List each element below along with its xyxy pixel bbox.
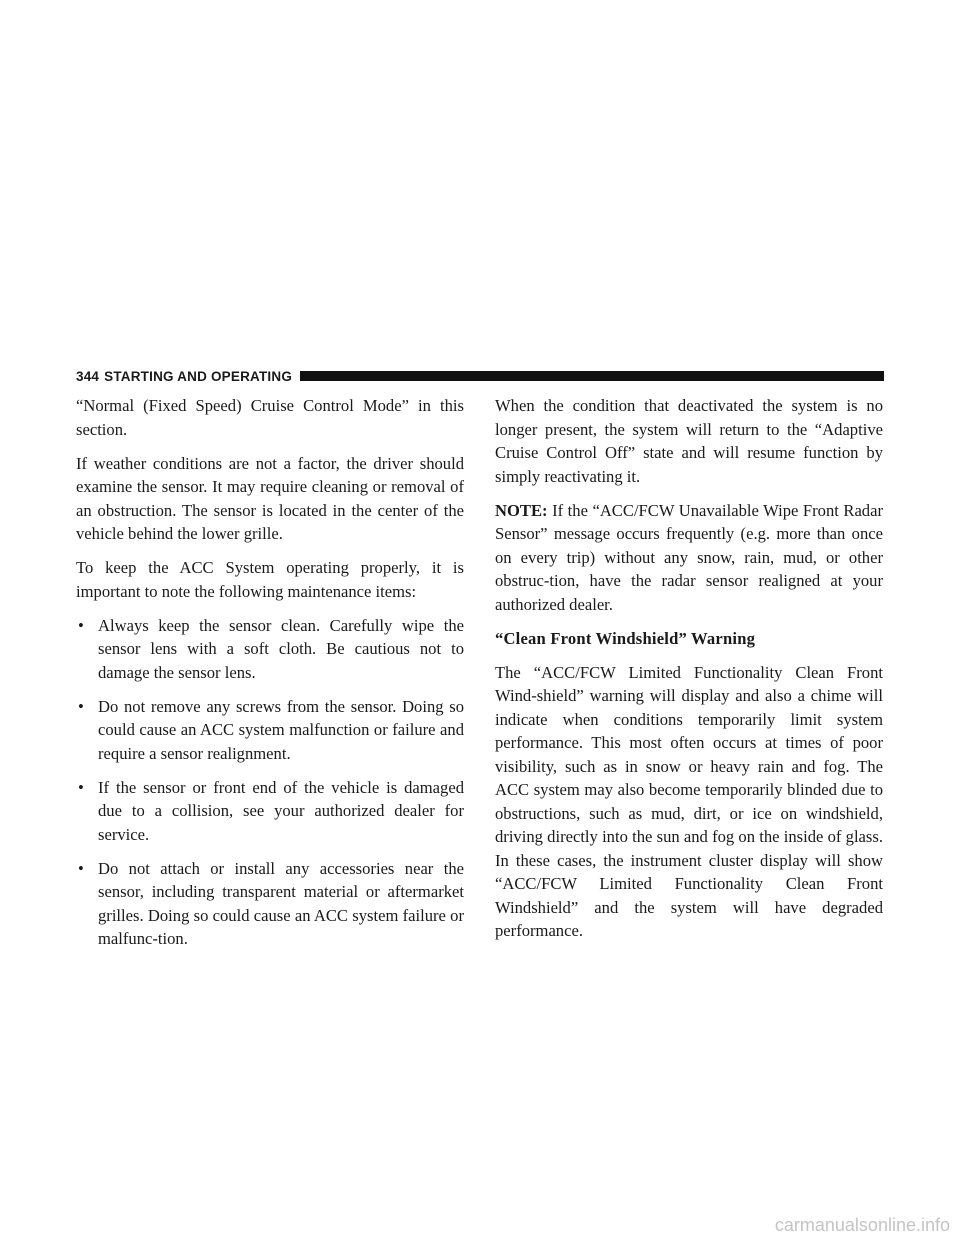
list-item-text: Do not remove any screws from the sensor. Doing so could cause an ACC system malfunction or failure and require a sensor realignment. bbox=[98, 696, 464, 763]
paragraph-examine-sensor: If weather conditions are not a factor, the driver should examine the sensor. It may require cleaning or removal of an obstruction. The sensor is located in the center of the vehicle behind the lower grille. bbox=[76, 453, 464, 543]
bullet-glyph: • bbox=[78, 696, 84, 716]
bullet-glyph: • bbox=[78, 777, 84, 797]
note-label: NOTE: bbox=[495, 500, 548, 520]
list-item bbox=[76, 857, 464, 951]
section-title: STARTING AND OPERATING bbox=[104, 368, 293, 384]
page-number: 344 bbox=[76, 368, 100, 384]
list-item bbox=[76, 614, 464, 685]
paragraph-windshield-warning: The “ACC/FCW Limited Functionality Clean Front Wind-shield” warning will display and also a chime will indicate when conditions temporarily limit system performance. This most often occurs at times of poor visibility, such as in snow or heavy rain and fog. The ACC system may also become temporarily blinded due to obstructions, such as mud, dirt, or ice on windshield, driving directly into the sun and fog on the inside of glass. In these cases, the instrument cluster display will show “ACC/FCW Limited Functionality Clean Front Windshield” and the system will have degraded performance. bbox=[495, 662, 883, 940]
bullet-glyph: • bbox=[78, 615, 84, 635]
list-item bbox=[76, 695, 464, 766]
section-subheading: “Clean Front Windshield” Warning bbox=[495, 628, 756, 648]
maintenance-list bbox=[76, 614, 464, 951]
note-paragraph bbox=[495, 499, 883, 617]
list-item-text: Do not attach or install any accessories near the sensor, including transparent material or aftermarket grilles. Doing so could cause an ACC system failure or malfunc-tion. bbox=[98, 858, 464, 948]
bullet-glyph: • bbox=[78, 858, 84, 878]
watermark: carmanualsonline.info bbox=[774, 1215, 950, 1235]
page-header bbox=[76, 366, 884, 386]
list-item bbox=[76, 776, 464, 847]
left-column bbox=[76, 394, 464, 961]
header-rule bbox=[300, 371, 884, 381]
list-item-text: Always keep the sensor clean. Carefully wipe the sensor lens with a soft cloth. Be cautious not to damage the sensor lens. bbox=[98, 615, 464, 682]
paragraph-resume-function: When the condition that deactivated the system is no longer present, the system will return to the “Adaptive Cruise Control Off” state and will resume function by simply reactivating it. bbox=[495, 396, 883, 486]
right-column bbox=[495, 394, 883, 953]
note-text: If the “ACC/FCW Unavailable Wipe Front Radar Sensor” message occurs frequently (e.g. more than once on every trip) without any snow, rain, mud, or other obstruc-tion, have the radar sensor realigned at your authorized dealer. bbox=[495, 500, 883, 614]
paragraph-cruise-mode-ref: “Normal (Fixed Speed) Cruise Control Mode” in this section. bbox=[76, 396, 464, 439]
list-item-text: If the sensor or front end of the vehicle is damaged due to a collision, see your authorized dealer for service. bbox=[98, 777, 464, 844]
paragraph-maintenance-intro: To keep the ACC System operating properly, it is important to note the following maintenance items: bbox=[76, 558, 464, 601]
